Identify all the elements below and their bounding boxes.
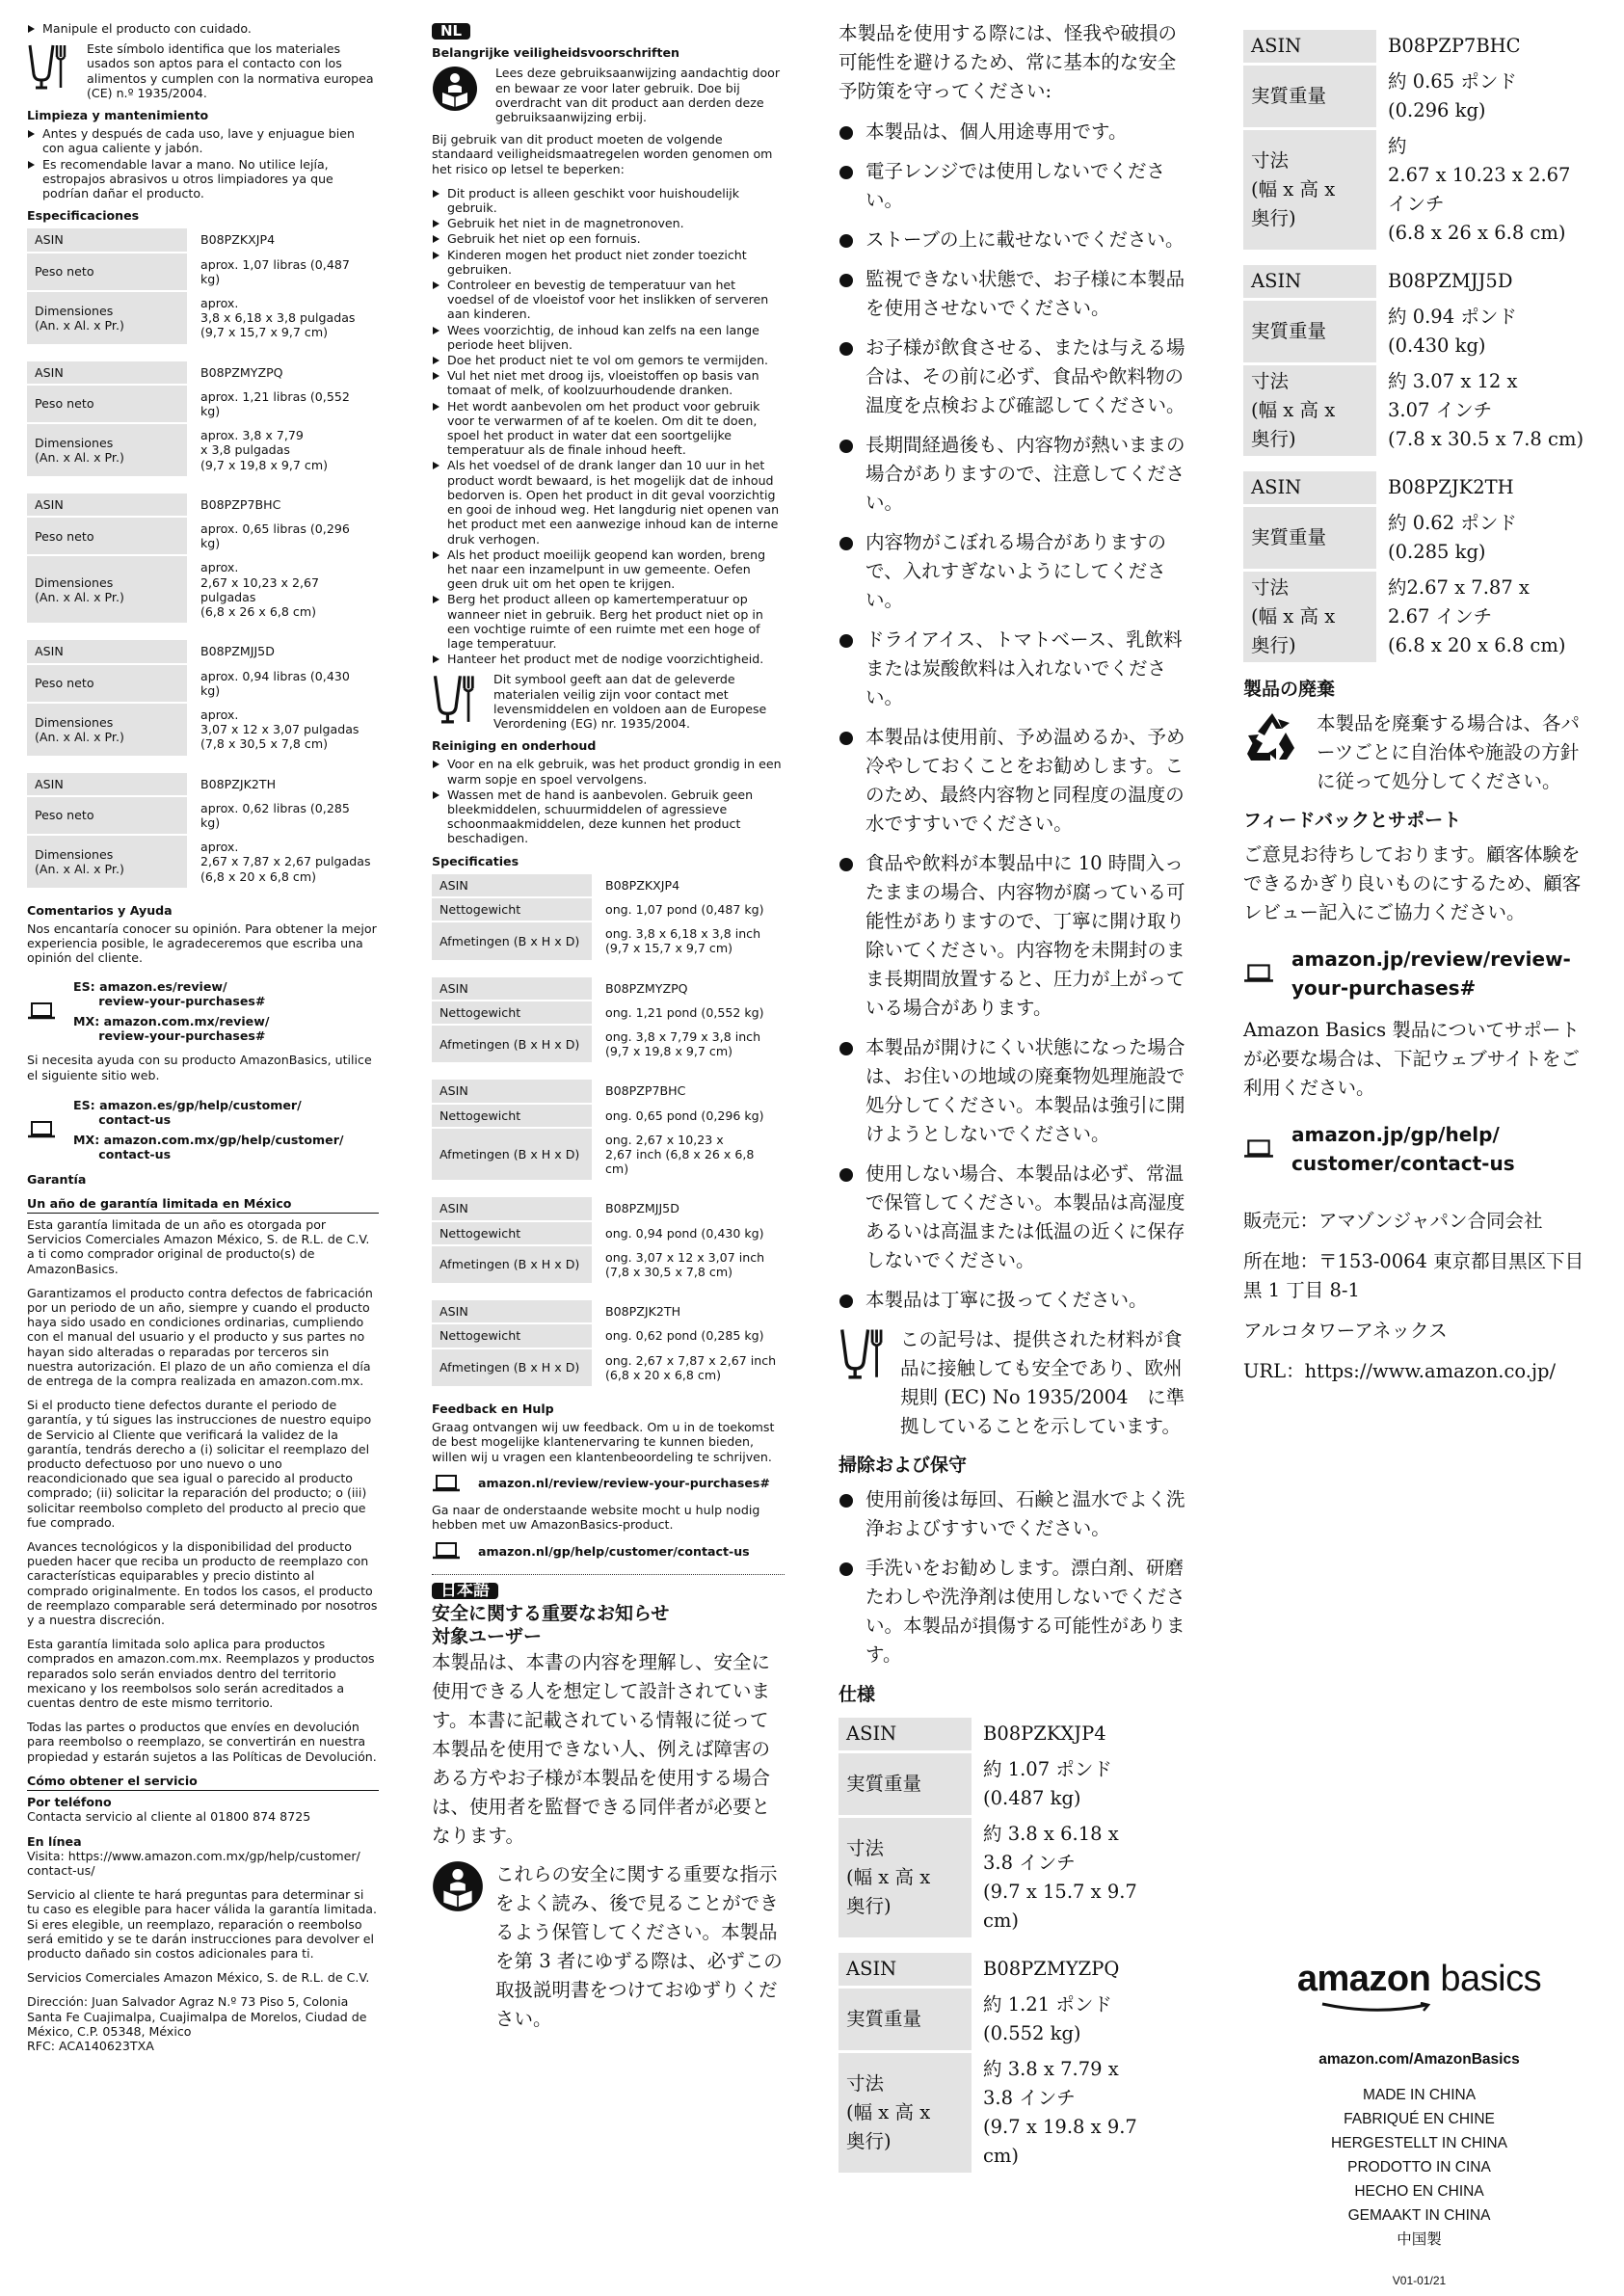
specs-title: Especificaciones <box>27 208 140 224</box>
table-row <box>27 556 379 623</box>
list-item: お子様が飲食させる、または与える場合は、その前に必ず、食品や飲料物の温度を点検および確認してください。 <box>839 334 1185 420</box>
paragraph: Esta garantía limitada de un año es otorgada por Servicios Comerciales Amazon México, S. de R.L. de C.V. a ti como comprador original de producto(s) de AmazonBasics. <box>27 1216 370 1276</box>
table-row <box>839 1953 1185 1986</box>
list-item: Kinderen mogen het product niet zonder toezicht gebruiken. <box>432 248 785 277</box>
column-ja-continued <box>1243 27 1595 1398</box>
table-row <box>432 898 785 921</box>
spec-table <box>1243 262 1595 459</box>
table-row <box>432 1080 785 1102</box>
laptop-icon <box>1243 1138 1274 1160</box>
phone-text: Contacta servicio al cliente al 01800 874 8725 <box>27 1809 311 1825</box>
spec-label: ASIN <box>27 773 187 795</box>
spec-label: Dimensiones (An. x Al. x Pr.) <box>27 424 187 476</box>
spec-value: B08PZP7BHC <box>605 1083 686 1099</box>
table-row <box>432 977 785 1000</box>
company-address: Dirección: Juan Salvador Agraz N.º 73 Piso 5, Colonia Santa Fe Cuajimalpa, Cuajimalpa de Morelos, Ciudad de México, C.P. 05348, México RFC: ACA140623TXA <box>27 1994 367 2053</box>
list-item: Wassen met de hand is aanbevolen. Gebruik geen bleekmiddelen, schuurmiddelen of agressieve schoonmaakmiddelen, deze kunnen het product beschadigen. <box>432 788 785 846</box>
nl-review-link[interactable]: amazon.nl/review/review-your-purchases# <box>478 1476 770 1491</box>
ja-cleaning-title: 掃除および保守 <box>839 1455 968 1476</box>
ja-precaution: 本製品を使用する際には、怪我や破損の可能性を避けるため、常に基本的な安全予防策を守ってください: <box>839 22 1178 102</box>
review-link-mx[interactable]: MX: amazon.com.mx/review/ review-your-purchases# <box>73 1013 270 1044</box>
list-item: Manipule el producto con cuidado. <box>27 21 379 36</box>
company-name: Servicios Comerciales Amazon México, S. de R.L. de C.V. <box>27 1970 370 1986</box>
spec-label: Dimensiones (An. x Al. x Pr.) <box>27 292 187 344</box>
list-item: Controleer en bevestig de temperatuur van het voedsel of de vloeistof voor het inslikken of serveren aan kinderen. <box>432 278 785 322</box>
list-item: Het wordt aanbevolen om het product voor gebruik voor te verwarmen of af te koelen. Om dit te doen, spoel het product in water dat een soortgelijke temperatuur als de finale inhoud heeft. <box>432 399 785 458</box>
spec-label: ASIN <box>1243 471 1376 504</box>
feedback-text: Nos encantaría conocer su opinión. Para obtener la mejor experiencia posible, le agradeceremos que escriba una opinión del cliente. <box>27 921 377 966</box>
ja-specs-title: 仕様 <box>839 1684 876 1705</box>
spec-value: B08PZJK2TH <box>1388 476 1514 498</box>
nl-feedback-text: Graag ontvangen wij uw feedback. Om u in de toekomst de best mogelijke klantenervaring te kunnen bieden, willen wij u vragen een klantenbeoordeling te schrijven. <box>432 1420 775 1464</box>
spec-label: ASIN <box>1243 30 1376 63</box>
read-manual-text: Lees deze gebruiksaanwijzing aandachtig door en bewaar ze voor later gebruik. Doe bij overdracht van dit product aan derden deze gebruiksaanwijzing erbij. <box>495 66 781 125</box>
nl-intro: Bij gebruik van dit product moeten de volgende standaard veiligheidsmaatregelen worden genomen om het risico op letsel te beperken: <box>432 132 773 176</box>
smile-icon <box>1318 2002 1434 2014</box>
food-safe-text: Este símbolo identifica que los materiales usados son aptos para el contacto con los alimentos y cumplen con la normativa europea (CE) n.º 1935/2004. <box>87 41 374 100</box>
review-links <box>27 979 379 1044</box>
list-item: Berg het product alleen op kamertemperatuur op wanneer niet in gebruik. Berg het product niet op in een vochtige ruimte of een ruimte met een hoge of lage temperatuur. <box>432 592 785 651</box>
spec-value: aprox. 0,62 libras (0,285 kg) <box>200 800 350 830</box>
list-item: 監視できない状態で、お子様に本製品を使用させないでください。 <box>839 265 1185 323</box>
spec-label: 実質重量 <box>839 1753 972 1815</box>
table-row <box>27 836 379 888</box>
spec-value: 約 3.8 x 7.79 x 3.8 インチ (9.7 x 19.8 x 9.7 cm) <box>983 2058 1137 2167</box>
table-row <box>27 518 379 554</box>
paragraph: Avances tecnológicos y la disponibilidad del producto pueden hacer que reciba un producto de reemplazo con características equiparables y precio distinto al comprado originalmente. En todos los casos, el producto de reemplazo comparable será determinado por nosotros y a nuestra discreción. <box>27 1539 378 1628</box>
spec-value: 約 1.07 ポンド (0.487 kg) <box>983 1758 1112 1809</box>
service-title: Cómo obtener el servicio <box>27 1774 379 1791</box>
review-link-es[interactable]: ES: amazon.es/review/ review-your-purchases# <box>73 978 266 1008</box>
spec-table <box>27 227 379 345</box>
spec-label: Afmetingen (B x H x D) <box>432 1349 592 1386</box>
spec-value: B08PZP7BHC <box>200 496 281 512</box>
list-item: Gebruik het niet op een fornuis. <box>432 231 785 246</box>
spec-value: 約 3.07 x 12 x 3.07 インチ (7.8 x 30.5 x 7.8 cm) <box>1388 370 1584 450</box>
list-item: 本製品は、個人用途専用です。 <box>839 118 1185 147</box>
spec-label: 実質重量 <box>1243 507 1376 569</box>
spec-table <box>1243 27 1595 253</box>
spec-value: aprox. 0,94 libras (0,430 kg) <box>200 668 350 698</box>
made-in-line: FABRIQUÉ EN CHINE <box>1344 2111 1495 2127</box>
phone-title: Por teléfono <box>27 1795 112 1810</box>
table-row <box>27 292 379 344</box>
spec-label: 寸法 (幅 x 高 x 奥行) <box>1243 572 1376 662</box>
ja-address: 所在地：〒153-0064 東京都目黒区下目黒 1 丁目 8-1 <box>1243 1250 1584 1301</box>
ja-feedback-title: フィードバックとサポート <box>1243 810 1462 831</box>
spec-label: ASIN <box>27 361 187 384</box>
made-in-line: 中国製 <box>1397 2231 1442 2248</box>
warranty-title: Garantía <box>27 1171 87 1187</box>
spec-value: ong. 3,8 x 7,79 x 3,8 inch (9,7 x 19,8 x 9,7 cm) <box>605 1028 761 1059</box>
spec-table <box>432 975 785 1065</box>
spec-value: 約 0.65 ポンド (0.296 kg) <box>1388 70 1517 121</box>
spec-label: 寸法 (幅 x 高 x 奥行) <box>1243 365 1376 456</box>
spec-value: 約 3.8 x 6.18 x 3.8 インチ (9.7 x 15.7 x 9.7 cm) <box>983 1823 1137 1932</box>
made-in-line: PRODOTTO IN CINA <box>1347 2159 1491 2176</box>
ja-support-link-row <box>1243 1120 1595 1178</box>
spec-value: ong. 0,94 pond (0,430 kg) <box>605 1225 764 1241</box>
spec-table <box>839 1950 1185 2176</box>
spec-table <box>27 771 379 890</box>
column-nl <box>432 23 785 2042</box>
spec-label: Nettogewicht <box>432 898 592 921</box>
table-row <box>432 1349 785 1386</box>
spec-label: Dimensiones (An. x Al. x Pr.) <box>27 704 187 756</box>
table-row <box>839 1718 1185 1750</box>
list-item: 手洗いをお勧めします。漂白剤、研磨たわしや洗浄剤は使用しないでください。本製品が損傷する可能性があります。 <box>839 1554 1185 1669</box>
spec-value: ong. 1,21 pond (0,552 kg) <box>605 1004 764 1020</box>
ja-review-link-row <box>1243 945 1595 1002</box>
spec-value: B08PZJK2TH <box>605 1304 681 1320</box>
brand-logo <box>1243 1959 1595 2017</box>
online-title: En línea <box>27 1833 82 1849</box>
spec-value: B08PZP7BHC <box>1388 35 1521 57</box>
laptop-icon <box>1243 963 1274 984</box>
column-ja <box>839 19 1185 2185</box>
ja-safety-list <box>839 118 1185 1315</box>
list-item: Gebruik het niet in de magnetronoven. <box>432 216 785 230</box>
service-text: Servicio al cliente te hará preguntas para determinar si tu caso es elegible para hacer válida la garantía limitada. Si eres elegible, un reemplazo, reparación o reembolso será emitido y se te darán instrucciones para devolver el producto dañado sin costos adicionales para ti. <box>27 1887 378 1961</box>
spec-table <box>432 1298 785 1388</box>
cleaning-list <box>27 126 379 200</box>
spec-table <box>432 872 785 962</box>
food-safe-icon <box>432 672 478 724</box>
spec-label: Dimensiones (An. x Al. x Pr.) <box>27 836 187 888</box>
nl-cleaning-title: Reiniging en onderhoud <box>432 738 597 754</box>
spec-value: ong. 3,8 x 6,18 x 3,8 inch (9,7 x 15,7 x 9,7 cm) <box>605 926 761 956</box>
spec-value: aprox. 1,07 libras (0,487 kg) <box>200 256 350 286</box>
spec-label: ASIN <box>839 1953 972 1986</box>
spec-value: B08PZMJJ5D <box>200 644 275 659</box>
cleaning-title: Limpieza y mantenimiento <box>27 108 209 123</box>
laptop-icon <box>432 1541 461 1561</box>
made-in-list <box>1243 2083 1595 2252</box>
table-row <box>839 2053 1185 2173</box>
table-row <box>839 1989 1185 2050</box>
list-item: Dit product is alleen geschikt voor huishoudelijk gebruik. <box>432 186 785 215</box>
list-item: Voor en na elk gebruik, was het product grondig in een warm sopje en spoel vervolgens. <box>432 757 785 786</box>
food-safe-text: Dit symbool geeft aan dat de geleverde materialen veilig zijn voor contact met levensmiddelen en voldoen aan de Europese Verordening (EG) nr. 1935/2004. <box>493 672 767 731</box>
logo-amazon: amazon <box>1296 1959 1431 1999</box>
list-item: Vul het niet met droog ijs, vloeistoffen op basis van tomaat of melk, of koolzuurhoudende dranken. <box>432 368 785 397</box>
nl-feedback-title: Feedback en Hulp <box>432 1402 554 1417</box>
table-row <box>27 386 379 422</box>
list-item: Als het voedsel of de drank langer dan 10 uur in het product wordt bewaard, is het mogelijk dat de inhoud bedorven is. Open het product in dit geval voorzichtig en gooi de inhoud weg. Het langdurig niet openen van het product met een aanwezige inhoud kan de interne druk verhogen. <box>432 458 785 546</box>
warranty-subtitle: Un año de garantía limitada en México <box>27 1196 379 1214</box>
list-item: 本製品が開けにくい状態になった場合は、お住いの地域の廃棄物処理施設で処分してください。本製品は強引に開けようとしないでください。 <box>839 1033 1185 1149</box>
list-item: 電子レンジでは使用しないでください。 <box>839 157 1185 215</box>
ja-feedback-text: ご意見お待ちしております。顧客体験をできるかぎり良いものにするため、顧客レビュー記入にご協力ください。 <box>1243 843 1582 923</box>
ja-cleaning-list <box>839 1485 1185 1669</box>
table-row <box>27 254 379 290</box>
spec-label: ASIN <box>432 874 592 896</box>
spec-table <box>1243 468 1595 665</box>
spec-value: aprox. 0,65 libras (0,296 kg) <box>200 521 350 551</box>
spec-value: 約 1.21 ポンド (0.552 kg) <box>983 1993 1112 2044</box>
table-row <box>1243 66 1595 127</box>
spec-label: Nettogewicht <box>432 1324 592 1347</box>
table-row <box>839 1818 1185 1937</box>
nl-cleaning-list <box>432 757 785 845</box>
spec-value: B08PZKXJP4 <box>200 232 276 248</box>
table-row <box>1243 471 1595 504</box>
spec-value: aprox. 3,07 x 12 x 3,07 pulgadas (7,8 x 30,5 x 7,8 cm) <box>200 707 359 752</box>
spec-label: Dimensiones (An. x Al. x Pr.) <box>27 556 187 623</box>
spec-label: ASIN <box>432 977 592 1000</box>
spec-value: B08PZKXJP4 <box>983 1722 1106 1745</box>
table-row <box>1243 507 1595 569</box>
ja-support-text: Amazon Basics 製品についてサポートが必要な場合は、下記ウェブサイトをご利用ください。 <box>1243 1019 1580 1099</box>
list-item: ドライアイス、トマトベース、乳飲料または炭酸飲料は入れないでください。 <box>839 626 1185 712</box>
recycle-icon <box>1243 709 1301 765</box>
spec-value: 約2.67 x 7.87 x 2.67 インチ (6.8 x 20 x 6.8 cm) <box>1388 576 1566 656</box>
list-item: 食品や飲料が本製品中に 10 時間入ったままの場合、内容物が腐っている可能性がありますので、丁寧に開け取り除いてください。内容物を未開封のまま長期間放置すると、圧力が上がっている場合があります。 <box>839 849 1185 1023</box>
list-item: 内容物がこぼれる場合がありますので、入れすぎないようにしてください。 <box>839 528 1185 615</box>
spec-table <box>432 1195 785 1285</box>
spec-value: ong. 0,65 pond (0,296 kg) <box>605 1108 764 1123</box>
spec-value: B08PZKXJP4 <box>605 877 680 893</box>
list-item: 使用しない場合、本製品は必ず、常温で保管してください。本製品は高湿度あるいは高温または低温の近くに保存しないでください。 <box>839 1160 1185 1275</box>
laptop-icon <box>27 1120 56 1139</box>
spec-label: 寸法 (幅 x 高 x 奥行) <box>839 1818 972 1937</box>
table-row <box>1243 301 1595 362</box>
spec-label: Afmetingen (B x H x D) <box>432 922 592 959</box>
brand-footer-text <box>1243 2047 1595 2293</box>
table-row <box>432 1129 785 1181</box>
list-item: 本製品は使用前、予め温めるか、予め冷やしておくことをお勧めします。このため、最終内容物と同程度の温度の水ですすいでください。 <box>839 723 1185 839</box>
spec-label: ASIN <box>432 1300 592 1322</box>
laptop-icon <box>27 1001 56 1021</box>
paragraph: Esta garantía limitada solo aplica para productos comprados en amazon.com.mx. Reemplazos y productos reparados solo serán enviados dentro del territorio mexicano y los reembolsos solo serán acreditados a cuentas dentro de este mismo territorio. <box>27 1637 375 1711</box>
ja-support-link[interactable]: amazon.jp/gp/help/ customer/contact-us <box>1291 1123 1515 1175</box>
spec-value: B08PZMYZPQ <box>605 980 688 996</box>
spec-value: aprox. 3,8 x 7,79 x 3,8 pulgadas (9,7 x 19,8 x 9,7 cm) <box>200 428 329 472</box>
spec-label: Nettogewicht <box>432 1001 592 1024</box>
spec-label: Nettogewicht <box>432 1105 592 1127</box>
spec-label: Peso neto <box>27 518 187 554</box>
nl-help-link-row <box>432 1541 785 1561</box>
warranty-paragraphs <box>27 1217 379 1764</box>
spec-value: ong. 2,67 x 10,23 x 2,67 inch (6,8 x 26 x 6,8 cm) <box>605 1132 755 1177</box>
brand-site[interactable]: amazon.com/AmazonBasics <box>1318 2051 1520 2068</box>
spec-label: Afmetingen (B x H x D) <box>432 1246 592 1283</box>
spec-value: ong. 0,62 pond (0,285 kg) <box>605 1328 764 1344</box>
spec-value: aprox. 2,67 x 10,23 x 2,67 pulgadas (6,8 x 26 x 6,8 cm) <box>200 560 320 620</box>
list-item: Doe het product niet te vol om gemors te vermijden. <box>432 353 785 367</box>
table-row <box>1243 30 1595 63</box>
laptop-icon <box>432 1474 461 1493</box>
ja-disposal-notice <box>1243 709 1595 796</box>
ja-url[interactable]: URL：https://www.amazon.co.jp/ <box>1243 1360 1557 1382</box>
spec-value: B08PZMYZPQ <box>200 364 283 380</box>
spec-table <box>839 1715 1185 1940</box>
spec-value: B08PZJK2TH <box>200 776 277 791</box>
spec-label: Afmetingen (B x H x D) <box>432 1129 592 1181</box>
spec-value: B08PZMJJ5D <box>605 1201 679 1216</box>
list-item: ストーブの上に載せないでください。 <box>839 226 1185 254</box>
language-badge-nl: NL <box>432 23 470 40</box>
spec-label: Peso neto <box>27 386 187 422</box>
column-es <box>27 21 379 2063</box>
table-row <box>27 704 379 756</box>
list-item: 長期間経過後も、内容物が熱いままの場合がありますので、注意してください。 <box>839 431 1185 518</box>
spec-label: 実質重量 <box>839 1989 972 2050</box>
spec-value: ong. 2,67 x 7,87 x 2,67 inch (6,8 x 20 x 6,8 cm) <box>605 1352 777 1382</box>
spec-value: aprox. 3,8 x 6,18 x 3,8 pulgadas (9,7 x 15,7 x 9,7 cm) <box>200 296 356 340</box>
made-in-line: GEMAAKT IN CHINA <box>1347 2207 1491 2224</box>
ja-seller: 販売元：アマゾンジャパン合同会社 <box>1243 1210 1543 1232</box>
table-row <box>432 1197 785 1219</box>
spec-value: aprox. 1,21 libras (0,552 kg) <box>200 388 350 419</box>
spec-label: Peso neto <box>27 797 187 834</box>
table-row <box>432 874 785 896</box>
made-in-line: HECHO EN CHINA <box>1354 2183 1484 2200</box>
list-item: Antes y después de cada uso, lave y enjuague bien con agua caliente y jabón. <box>27 126 379 155</box>
paragraph: Todas las partes o productos que envíes en devolución para reembolso o reemplazo, se convertirán en nuestra propiedad y estarán sujetos a las Políticas de Devolución. <box>27 1720 377 1764</box>
table-row <box>27 773 379 795</box>
table-row <box>27 640 379 662</box>
spec-value: 約 2.67 x 10.23 x 2.67 インチ (6.8 x 26 x 6.8 cm) <box>1388 135 1571 244</box>
help-link-es[interactable]: ES: amazon.es/gp/help/customer/ contact-us <box>73 1097 302 1127</box>
table-row <box>432 1246 785 1283</box>
spec-label: Afmetingen (B x H x D) <box>432 1026 592 1062</box>
spec-label: ASIN <box>27 640 187 662</box>
read-manual-icon <box>432 66 478 112</box>
table-row <box>1243 130 1595 250</box>
spec-label: Peso neto <box>27 254 187 290</box>
nl-specs-title: Specificaties <box>432 853 519 868</box>
table-row <box>27 797 379 834</box>
list-item: 本製品は丁寧に扱ってください。 <box>839 1286 1185 1315</box>
table-row <box>27 665 379 702</box>
table-row <box>432 1324 785 1347</box>
nl-safety-title: Belangrijke veiligheidsvoorschriften <box>432 45 679 61</box>
spec-label: Peso neto <box>27 665 187 702</box>
help-link-mx[interactable]: MX: amazon.com.mx/gp/help/customer/ contact-us <box>73 1133 344 1162</box>
food-safe-icon <box>27 41 69 90</box>
table-row <box>432 1300 785 1322</box>
table-row <box>27 424 379 476</box>
table-row <box>432 922 785 959</box>
section-divider <box>432 1574 785 1575</box>
spec-label: 寸法 (幅 x 高 x 奥行) <box>1243 130 1376 250</box>
table-row <box>432 1001 785 1024</box>
spec-value: B08PZMYZPQ <box>983 1958 1120 1980</box>
food-safe-notice <box>27 41 379 100</box>
ja-building: アルコタワーアネックス <box>1243 1320 1448 1342</box>
made-in-line: MADE IN CHINA <box>1362 2087 1477 2103</box>
list-item: 使用前後は毎回、石鹸と温水でよく洗浄およびすすいでください。 <box>839 1485 1185 1543</box>
spec-value: aprox. 2,67 x 7,87 x 2,67 pulgadas (6,8 x 20 x 6,8 cm) <box>200 840 371 884</box>
spec-label: 寸法 (幅 x 高 x 奥行) <box>839 2053 972 2173</box>
online-text: Visita: https://www.amazon.com.mx/gp/help/customer/ contact-us/ <box>27 1848 360 1878</box>
nl-help-link[interactable]: amazon.nl/gp/help/customer/contact-us <box>478 1543 750 1559</box>
feedback-title: Comentarios y Ayuda <box>27 902 173 918</box>
table-row <box>432 1222 785 1244</box>
spec-value: ong. 3,07 x 12 x 3,07 inch (7,8 x 30,5 x 7,8 cm) <box>605 1249 765 1280</box>
spec-label: Nettogewicht <box>432 1222 592 1244</box>
ja-disposal-title: 製品の廃棄 <box>1243 679 1336 700</box>
spec-label: ASIN <box>1243 265 1376 298</box>
table-row <box>432 1026 785 1062</box>
spec-label: 実質重量 <box>1243 66 1376 127</box>
table-row <box>27 228 379 251</box>
spec-label: ASIN <box>839 1718 972 1750</box>
spec-label: 実質重量 <box>1243 301 1376 362</box>
paragraph: Si el producto tiene defectos durante el periodo de garantía, y tú sigues las instrucciones de nuestro equipo de Servicio al Cliente que verificará la validez de la garantía, tendrás derecho a (i) solicitar el reemplazo del producto defectuoso por uno nuevo o uno reacondicionado que sea igual o parecido al producto comprado; (ii) solicitar la reparación del producto; o (iii) solicitar reembolso completo del producto al precio que fue comprado. <box>27 1398 372 1530</box>
help-links <box>27 1098 379 1162</box>
food-safe-notice <box>432 672 785 731</box>
ja-food-safe-text: この記号は、提供された材料が食品に接触しても安全であり、欧州規則 (EC) No 1935/2004 に準拠していることを示しています。 <box>900 1328 1185 1437</box>
ja-read-manual-notice <box>432 1860 785 2034</box>
table-row <box>1243 365 1595 456</box>
spec-label: ASIN <box>27 228 187 251</box>
spec-table <box>27 360 379 478</box>
spec-table <box>27 492 379 625</box>
table-row <box>27 361 379 384</box>
table-row <box>432 1105 785 1127</box>
nl-review-link-row <box>432 1474 785 1493</box>
spec-label: ASIN <box>432 1197 592 1219</box>
nl-help-text: Ga naar de onderstaande website mocht u hulp nodig hebben met uw AmazonBasics-product. <box>432 1502 760 1533</box>
ja-review-link[interactable]: amazon.jp/review/review- your-purchases# <box>1291 948 1571 1000</box>
spec-table <box>432 1078 785 1182</box>
made-in-line: HERGESTELLT IN CHINA <box>1331 2135 1507 2151</box>
ja-read-manual-text: これらの安全に関する重要な指示をよく読み、後で見ることができるよう保管してください。本製品を第 3 者にゆずる際は、必ずこの取扱説明書をつけておゆずりください。 <box>495 1862 783 2030</box>
nl-safety-list <box>432 186 785 667</box>
ja-disposal-text: 本製品を廃棄する場合は、各パーツごとに自治体や施設の方針に従って処分してください。 <box>1317 712 1581 792</box>
list-item: Als het product moeilijk geopend kan worden, breng het naar een inzamelpunt in uw gemeente. Oefen geen druk uit om het open te krijgen. <box>432 547 785 592</box>
spec-value: B08PZMJJ5D <box>1388 270 1513 292</box>
spec-label: ASIN <box>27 494 187 516</box>
table-row <box>27 494 379 516</box>
spec-value: 約 0.94 ポンド (0.430 kg) <box>1388 306 1517 357</box>
table-row <box>839 1753 1185 1815</box>
list-item: Es recomendable lavar a mano. No utilice lejía, estropajos abrasivos u otros limpiadores ya que podrían dañar el producto. <box>27 157 379 201</box>
read-manual-icon <box>432 1860 484 1912</box>
spec-table <box>27 638 379 757</box>
read-manual-notice <box>432 66 785 124</box>
ja-specs-tables <box>839 1715 1185 2176</box>
table-row <box>1243 265 1595 298</box>
ja-user-title: 対象ユーザー <box>432 1625 543 1647</box>
list-item: Wees voorzichtig, de inhoud kan zelfs na een lange periode heet blijven. <box>432 323 785 352</box>
spec-label: ASIN <box>432 1080 592 1102</box>
spec-value: ong. 1,07 pond (0,487 kg) <box>605 901 764 917</box>
ja-specs-tables <box>1243 27 1595 665</box>
paragraph: Garantizamos el producto contra defectos de fabricación por un periodo de un año, siempre y cuando el producto haya sido usado en condiciones ordinarias, cumpliendo con el manual del usuario y el producto y sus partes no hayan sido alteradas o reparadas por terceros sin nuestra autorización. El plazo de un año comienza el día de entrega de la compra realizada en amazon.com.mx. <box>27 1285 373 1389</box>
ja-safety-title: 安全に関する重要なお知らせ <box>432 1603 670 1625</box>
language-badge-ja: 日本語 <box>432 1583 498 1599</box>
nl-specs-tables <box>432 872 785 1388</box>
list-item: Hanteer het product met de nodige voorzichtigheid. <box>432 652 785 666</box>
help-text: Si necesita ayuda con su producto AmazonBasics, utilice el siguiente sitio web. <box>27 1053 372 1082</box>
ja-food-safe-notice <box>839 1325 1185 1441</box>
version-code: V01-01/21 <box>1392 2274 1447 2287</box>
ja-user-text: 本製品は、本書の内容を理解し、安全に使用できる人を想定して設計されています。本書に記載されている情報に従って本製品を使用できない人、例えば障害のある方やお子様が本製品を使用する場合は、使用者を監督できる同伴者が必要となります。 <box>432 1650 771 1847</box>
spec-value: 約 0.62 ポンド (0.285 kg) <box>1388 512 1517 563</box>
food-safe-icon <box>839 1325 887 1379</box>
specs-tables <box>27 227 379 889</box>
logo-basics: basics <box>1440 1959 1542 1999</box>
table-row <box>1243 572 1595 662</box>
top-bullet-list <box>27 21 379 36</box>
